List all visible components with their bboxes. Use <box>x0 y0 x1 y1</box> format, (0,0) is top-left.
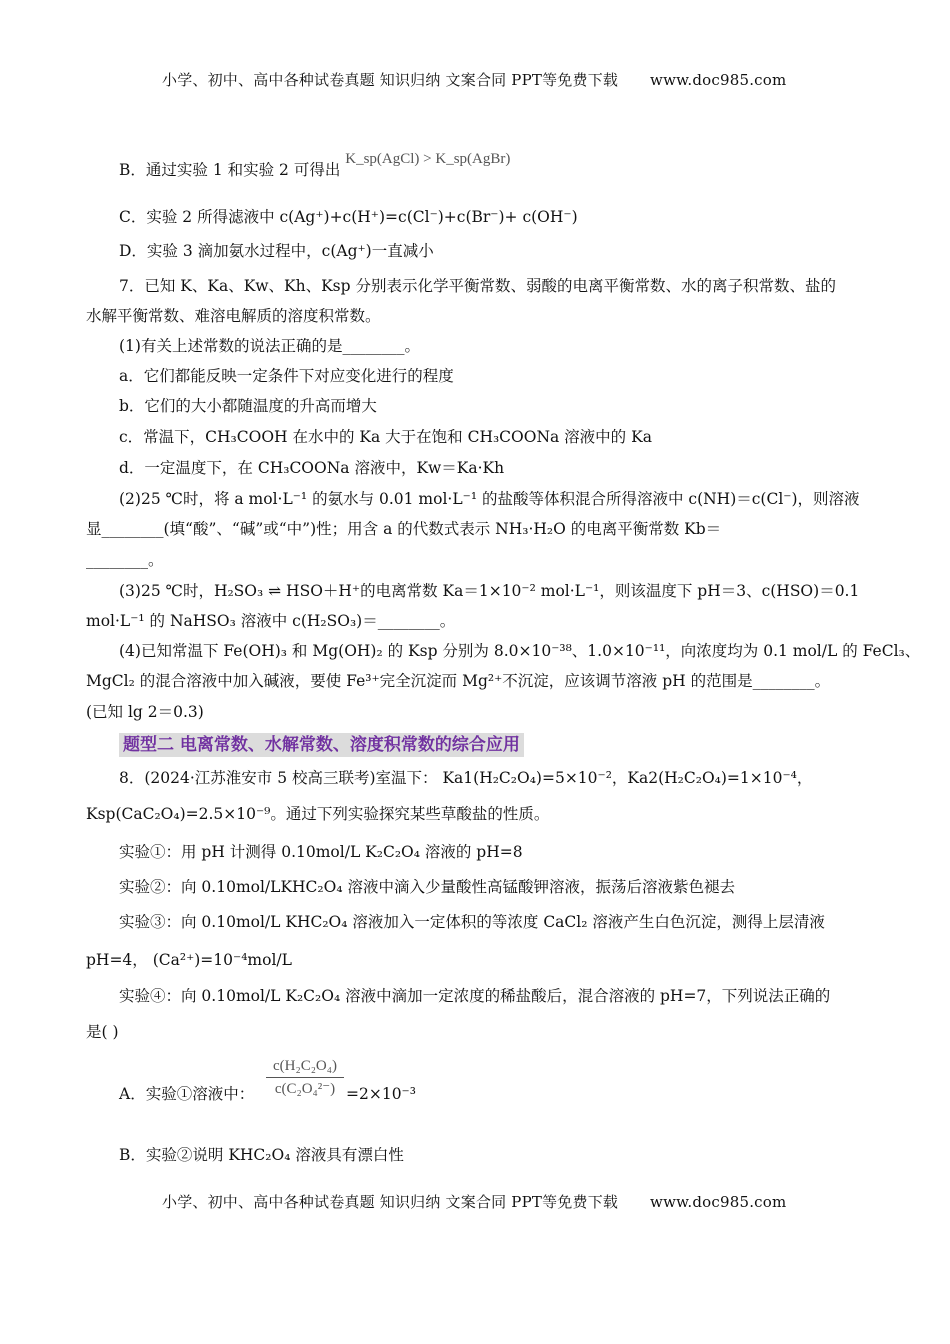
footer-text: 小学、初中、高中各种试卷真题 知识归纳 文案合同 PPT等免费下载 <box>162 1193 619 1211</box>
page-footer <box>162 1192 786 1212</box>
q8-stem-line1: 8．(2024·江苏淮安市 5 校高三联考)室温下： Ka1(H₂C₂O₄)=5×10⁻²，Ka2(H₂C₂O₄)=1×10⁻⁴， <box>119 769 813 787</box>
header-text: 小学、初中、高中各种试卷真题 知识归纳 文案合同 PPT等免费下载 <box>162 71 619 89</box>
q7-option-b: b．它们的大小都随温度的升高而增大 <box>119 397 377 415</box>
q7-part2-line3: ________。 <box>86 551 164 569</box>
q6-b-formula: K_sp(AgCl) > K_sp(AgBr) <box>345 151 511 167</box>
header-url: www.doc985.com <box>650 71 787 89</box>
q8-experiment-1: 实验①：用 pH 计测得 0.10mol/L K₂C₂O₄ 溶液的 pH=8 <box>119 843 523 861</box>
q8-option-a-result: =2×10⁻³ <box>346 1085 416 1103</box>
q8-experiment-3-line2: pH=4， (Ca²⁺)=10⁻⁴mol/L <box>86 951 292 969</box>
q6-option-c: C．实验 2 所得滤液中 c(Ag⁺)+c(H⁺)=c(Cl⁻)+c(Br⁻)+ c(OH⁻) <box>119 208 578 226</box>
page-header <box>162 70 786 90</box>
q7-part3-line1: (3)25 ℃时，H₂SO₃ ⇌ HSO＋H⁺的电离常数 Ka＝1×10⁻² mol·L⁻¹，则该温度下 pH＝3、c(HSO)＝0.1 <box>119 582 860 600</box>
q7-part2-line2: 显________(填“酸”、“碱”或“中”)性；用含 a 的代数式表示 NH₃·H₂O 的电离平衡常数 Kb＝ <box>86 520 722 538</box>
q8-option-a-fraction <box>266 1056 344 1099</box>
fraction-numerator: c(H₂C₂O₄) <box>272 1058 337 1074</box>
q8-option-a-label: A．实验①溶液中： <box>119 1085 255 1103</box>
fraction-denominator: c(C₂O₄²⁻) <box>274 1081 336 1097</box>
q8-experiment-3-line1: 实验③：向 0.10mol/L KHC₂O₄ 溶液加入一定体积的等浓度 CaCl₂ 溶液产生白色沉淀，测得上层清液 <box>119 913 825 931</box>
q8-experiment-4-line1: 实验④：向 0.10mol/L K₂C₂O₄ 溶液中滴加一定浓度的稀盐酸后，混合溶液的 pH=7，下列说法正确的 <box>119 987 831 1005</box>
q7-part4-line3: (已知 lg 2＝0.3) <box>86 703 204 721</box>
q8-stem-line2: Ksp(CaC₂O₄)=2.5×10⁻⁹。通过下列实验探究某些草酸盐的性质。 <box>86 805 550 823</box>
section-title: 题型二 电离常数、水解常数、溶度积常数的综合应用 <box>119 733 524 757</box>
q7-option-a: a．它们都能反映一定条件下对应变化进行的程度 <box>119 367 454 385</box>
q7-part4-line1: (4)已知常温下 Fe(OH)₃ 和 Mg(OH)₂ 的 Ksp 分别为 8.0×10⁻³⁸、1.0×10⁻¹¹，向浓度均为 0.1 mol/L 的 FeCl₃、 <box>119 642 921 660</box>
fraction-bar <box>266 1077 344 1078</box>
q7-part4-line2: MgCl₂ 的混合溶液中加入碱液，要使 Fe³⁺完全沉淀而 Mg²⁺不沉淀，应该调节溶液 pH 的范围是________。 <box>86 672 831 690</box>
q7-part3-line2: mol·L⁻¹ 的 NaHSO₃ 溶液中 c(H₂SO₃)＝________。 <box>86 612 456 630</box>
q7-part1: (1)有关上述常数的说法正确的是________。 <box>119 337 420 355</box>
q7-option-d: d．一定温度下，在 CH₃COONa 溶液中，Kw＝Ka·Kh <box>119 459 505 477</box>
q6-b-text: B．通过实验 1 和实验 2 可得出 <box>119 161 341 179</box>
q8-experiment-2: 实验②：向 0.10mol/LKHC₂O₄ 溶液中滴入少量酸性高锰酸钾溶液，振荡后溶液紫色褪去 <box>119 878 735 896</box>
q7-part2-line1: (2)25 ℃时，将 a mol·L⁻¹ 的氨水与 0.01 mol·L⁻¹ 的盐酸等体积混合所得溶液中 c(NH)＝c(Cl⁻)，则溶液 <box>119 490 860 508</box>
q8-experiment-4-line2: 是( ) <box>86 1023 119 1041</box>
q6-option-b <box>119 151 511 181</box>
q7-stem-line1: 7．已知 K、Ka、Kw、Kh、Ksp 分别表示化学平衡常数、弱酸的电离平衡常数、水的离子积常数、盐的 <box>119 277 836 295</box>
q6-option-d: D．实验 3 滴加氨水过程中，c(Ag⁺)一直减小 <box>119 242 434 260</box>
q7-option-c: c．常温下，CH₃COOH 在水中的 Ka 大于在饱和 CH₃COONa 溶液中的 Ka <box>119 428 652 446</box>
footer-url: www.doc985.com <box>650 1193 787 1211</box>
q8-option-b: B．实验②说明 KHC₂O₄ 溶液具有漂白性 <box>119 1146 404 1164</box>
q7-stem-line2: 水解平衡常数、难溶电解质的溶度积常数。 <box>86 307 381 325</box>
